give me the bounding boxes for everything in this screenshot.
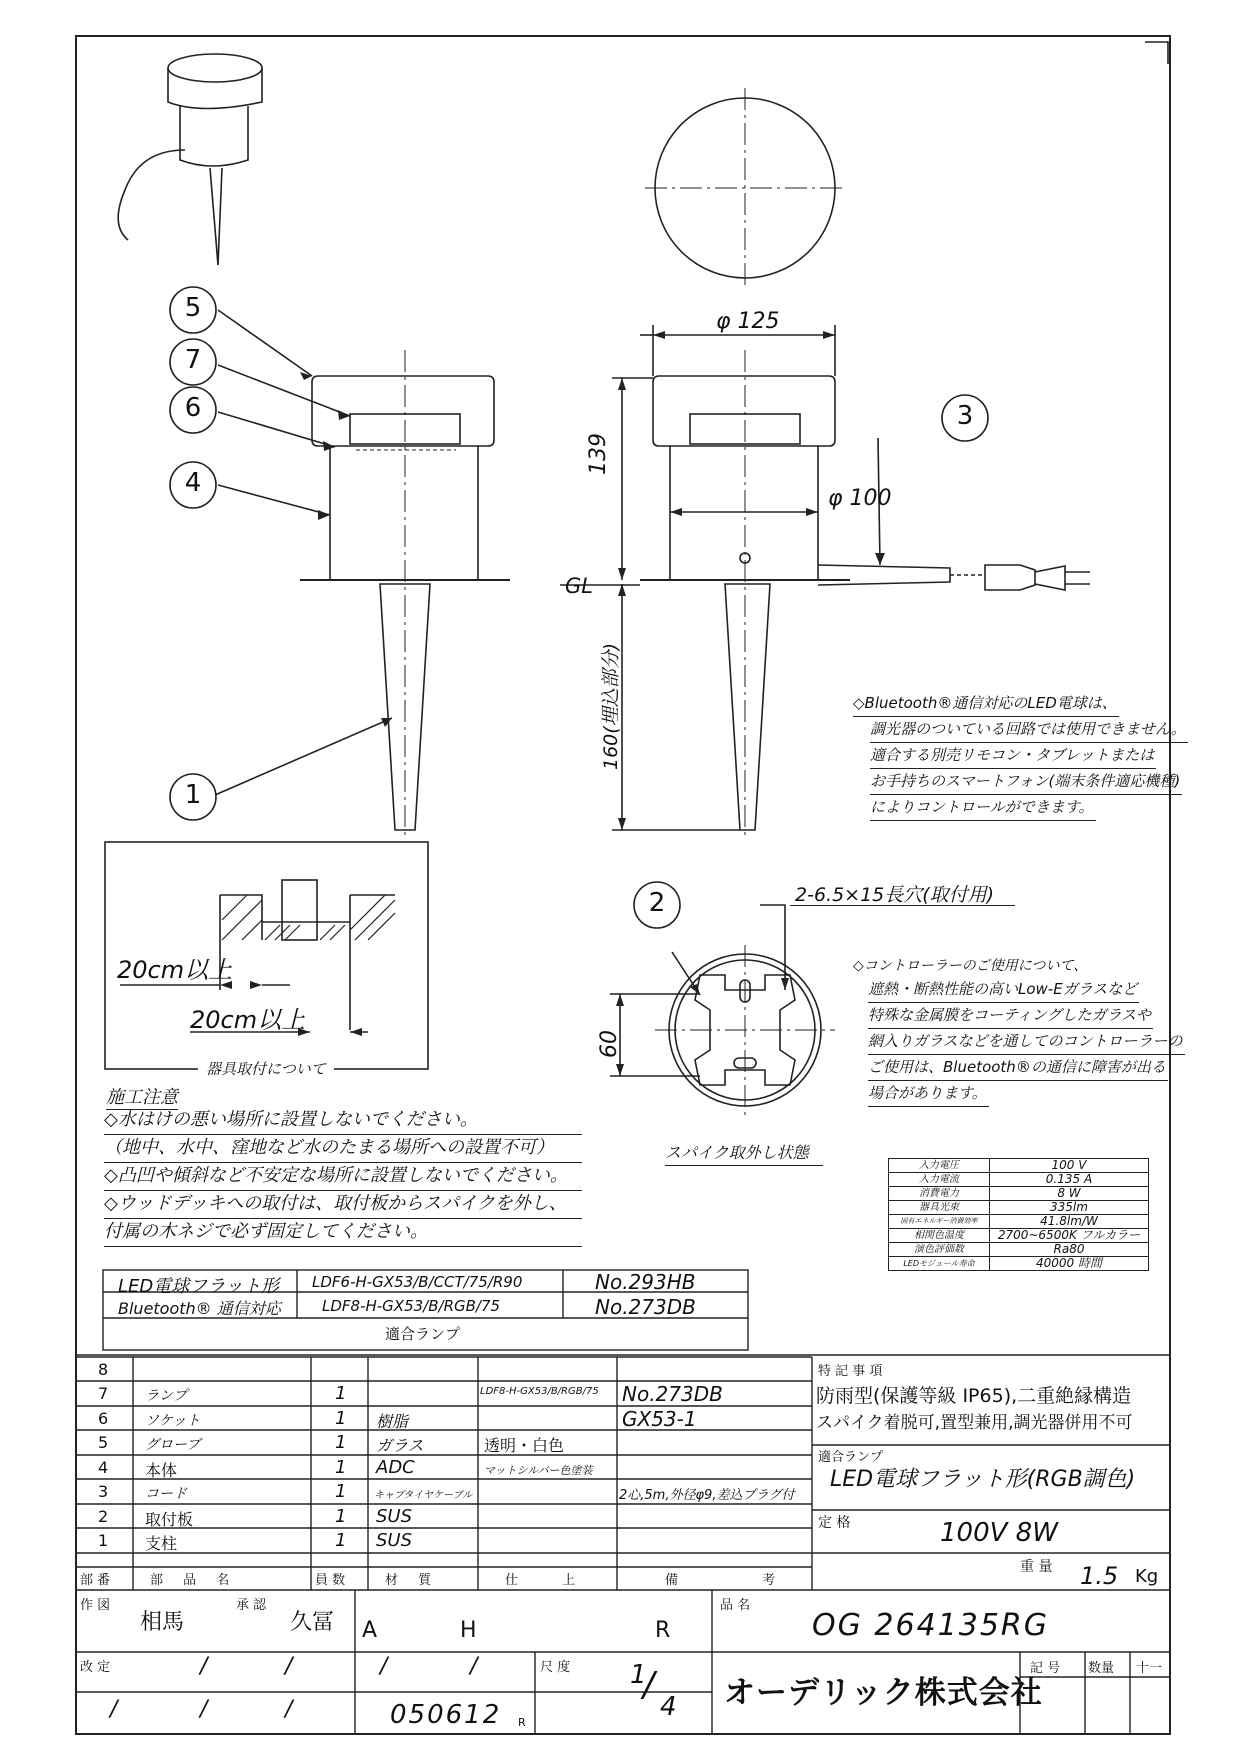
part-no: 5	[98, 1433, 109, 1452]
spec-key: 器具光束	[889, 1201, 990, 1215]
rating-title: 定 格	[818, 1515, 851, 1531]
part-qty: 1	[335, 1408, 347, 1429]
rating-value: 100V 8W	[940, 1518, 1058, 1548]
revision-slash: /	[200, 1654, 208, 1679]
spec-row	[889, 1229, 1149, 1243]
part-no: 3	[98, 1482, 109, 1501]
ctrl-note-line: ◇コントローラーのご使用について、	[853, 958, 1088, 974]
revision-slash: /	[200, 1697, 208, 1722]
parts-header-name: 部 品 名	[150, 1573, 238, 1588]
left-elevation	[215, 310, 510, 840]
part-name: 本体	[145, 1461, 178, 1480]
special-notes-line: 防雨型(保護等級 IP65),二重絶縁構造	[816, 1385, 1132, 1407]
bt-note-line: ◇Bluetooth®通信対応のLED電球は、	[853, 690, 1119, 717]
spec-row	[889, 1173, 1149, 1187]
part-qty: 1	[335, 1530, 347, 1551]
callout-2: 2	[648, 888, 666, 918]
weight-unit: Kg	[1135, 1566, 1159, 1587]
part-remarks: GX53-1	[622, 1407, 697, 1431]
part-material: SUS	[376, 1530, 413, 1551]
perspective-view	[118, 54, 262, 265]
parts-header-material: 材 質	[385, 1573, 440, 1588]
spec-row	[889, 1243, 1149, 1257]
part-no: 4	[98, 1458, 109, 1477]
scale-numerator: 1	[630, 1660, 647, 1690]
dim-diameter-125: φ 125	[716, 309, 780, 334]
part-material: 樹脂	[376, 1412, 409, 1431]
symbol-label: 記 号	[1030, 1661, 1061, 1676]
lamp-name: Bluetooth® 通信対応	[118, 1299, 281, 1318]
callout-6: 6	[184, 393, 202, 423]
spec-value: 41.8lm/W	[990, 1215, 1149, 1229]
product-name: OG 264135RG	[812, 1608, 1050, 1643]
part-qty: 1	[335, 1383, 347, 1404]
weight-title: 重 量	[1020, 1559, 1053, 1575]
revision-slash: /	[470, 1654, 478, 1679]
mounting-plate-view	[610, 905, 835, 1115]
part-finish: マットシルバー色塗装	[484, 1464, 593, 1477]
lamp-number: No.293HB	[595, 1270, 696, 1294]
part-remarks: No.273DB	[622, 1382, 723, 1406]
dim-diameter-100: φ 100	[828, 486, 892, 511]
approved-label: 承 認	[236, 1598, 267, 1613]
scale-slash: /	[643, 1665, 655, 1705]
company-name: オーデリック株式会社	[724, 1675, 1043, 1711]
ground-level-label: GL	[565, 574, 593, 598]
bt-note-line: によりコントロールができます。	[870, 794, 1096, 821]
part-qty: 1	[335, 1506, 347, 1527]
date-suffix: R	[518, 1716, 526, 1729]
construction-line: （地中、水中、窪地など水のたまる場所への設置不可）	[104, 1134, 582, 1163]
slot-underline	[790, 905, 1015, 906]
special-notes-line: スパイク着脱可,置型兼用,調光器併用不可	[816, 1413, 1133, 1433]
construction-title: 施工注意	[106, 1083, 178, 1110]
part-name: 取付板	[145, 1510, 194, 1529]
spec-value: 100 V	[990, 1159, 1149, 1173]
revision-slash: /	[285, 1697, 293, 1722]
lamp-spec-value: LED電球フラット形(RGB調色)	[830, 1467, 1136, 1492]
parts-header-finish: 仕 上	[505, 1573, 596, 1588]
bt-note-line: 適合する別売リモコン・タブレットまたは	[870, 742, 1156, 769]
part-material: SUS	[376, 1506, 413, 1527]
parts-header-no: 部 番	[80, 1573, 111, 1588]
part-no: 1	[98, 1531, 109, 1550]
part-material: ガラス	[376, 1436, 424, 1455]
install-caption: 器具取付について	[198, 1058, 334, 1079]
bt-note-line: お手持ちのスマートフォン(端末条件適応機種)	[870, 768, 1182, 795]
parts-header-qty: 員 数	[315, 1573, 346, 1588]
ctrl-note-line: ご使用は、Bluetooth®の通信に障害が出る	[868, 1054, 1168, 1081]
bt-note-line: 調光器のついている回路では使用できません。	[870, 716, 1188, 743]
callout-5: 5	[184, 293, 202, 323]
part-qty: 1	[335, 1432, 347, 1453]
part-no: 6	[98, 1409, 109, 1428]
product-label: 品 名	[720, 1598, 751, 1613]
lamp-spec-title: 適合ランプ	[818, 1450, 884, 1465]
lamp-number: No.273DB	[595, 1295, 696, 1319]
install-label-1: 20cm以上	[117, 956, 233, 984]
dim-height-139: 139	[586, 433, 611, 475]
parts-header-remarks: 備 考	[665, 1573, 816, 1588]
spec-key: LEDモジュール寿命	[889, 1257, 990, 1271]
construction-line: ◇水はけの悪い場所に設置しないでください。	[104, 1106, 582, 1135]
part-qty: 1	[335, 1481, 347, 1502]
lamp-model: LDF6-H-GX53/B/CCT/75/R90	[312, 1273, 523, 1291]
extra-label: 十一	[1136, 1661, 1163, 1676]
spec-row	[889, 1215, 1149, 1229]
spec-value: 40000 時間	[990, 1257, 1149, 1271]
part-name: ソケット	[145, 1413, 201, 1429]
part-material: ADC	[376, 1457, 415, 1478]
lamp-name: LED電球フラット形	[118, 1276, 279, 1297]
install-label-2: 20cm以上	[190, 1006, 306, 1034]
spec-key: 入力電流	[889, 1173, 990, 1187]
quantity-label: 数量	[1088, 1661, 1115, 1676]
part-no: 7	[98, 1384, 109, 1403]
dim-height-160: 160(埋込部分)	[600, 642, 622, 770]
part-no: 8	[98, 1360, 109, 1379]
part-name: 支柱	[145, 1534, 178, 1553]
spec-key: 演色評価数	[889, 1243, 990, 1257]
spec-value: 8 W	[990, 1187, 1149, 1201]
drawn-label: 作 図	[80, 1598, 111, 1613]
callout-1: 1	[184, 780, 202, 810]
spec-key: 相関色温度	[889, 1229, 990, 1243]
ctrl-note-line: 特殊な金属膜をコーティングしたガラスや	[868, 1002, 1153, 1029]
spec-value: 2700~6500K フルカラー	[990, 1229, 1149, 1243]
part-finish: 透明・白色	[484, 1436, 565, 1455]
scale-label: 尺 度	[540, 1660, 571, 1675]
spec-value: Ra80	[990, 1243, 1149, 1257]
part-remarks: 2心,5m,外径φ9,差込プラグ付	[619, 1488, 795, 1503]
part-finish: LDF8-H-GX53/B/RGB/75	[480, 1386, 599, 1397]
part-no: 2	[98, 1507, 109, 1526]
revision-slash: /	[285, 1654, 293, 1679]
part-name: グローブ	[145, 1437, 201, 1453]
lamp-model: LDF8-H-GX53/B/RGB/75	[322, 1297, 501, 1315]
weight-value: 1.5	[1080, 1562, 1119, 1590]
construction-line: ◇凸凹や傾斜など不安定な場所に設置しないでください。	[104, 1162, 582, 1191]
special-notes-title: 特 記 事 項	[818, 1364, 883, 1379]
ctrl-note-line: 遮熱・断熱性能の高いLow-Eガラスなど	[868, 976, 1139, 1003]
ctrl-note-line: 場合があります。	[868, 1080, 989, 1107]
rev-h: H	[460, 1618, 477, 1643]
spec-value: 0.135 A	[990, 1173, 1149, 1187]
approved-by: 久冨	[290, 1610, 335, 1635]
ctrl-note-line: 網入りガラスなどを通してのコントローラーの	[868, 1028, 1185, 1055]
construction-line: ◇ウッドデッキへの取付は、取付板からスパイクを外し、	[104, 1190, 582, 1219]
rev-r: R	[655, 1618, 671, 1643]
spec-table	[888, 1158, 1149, 1271]
callout-3: 3	[956, 401, 974, 431]
slot-label: 2-6.5×15長穴(取付用)	[795, 884, 995, 906]
part-name: コード	[145, 1486, 187, 1502]
revision-slash: /	[110, 1697, 118, 1722]
drawn-by: 相馬	[140, 1610, 185, 1635]
scale-denominator: 4	[660, 1692, 677, 1722]
construction-line: 付属の木ネジで必ず固定してください。	[104, 1218, 582, 1247]
spec-row	[889, 1187, 1149, 1201]
spec-key: 固有エネルギー消費効率	[889, 1215, 990, 1229]
revision-slash: /	[380, 1654, 388, 1679]
callout-4: 4	[184, 468, 202, 498]
lamp-table-footer: 適合ランプ	[385, 1325, 461, 1343]
part-qty: 1	[335, 1457, 347, 1478]
part-material: キャブタイヤケーブル	[374, 1490, 473, 1501]
spec-value: 335lm	[990, 1201, 1149, 1215]
rev-a: A	[362, 1618, 378, 1643]
spec-row	[889, 1201, 1149, 1215]
dim-width-60: 60	[597, 1030, 622, 1058]
spec-key: 入力電圧	[889, 1159, 990, 1173]
spike-caption: スパイク取外し状態	[665, 1140, 823, 1166]
part-name: ランプ	[145, 1388, 187, 1404]
spec-row	[889, 1257, 1149, 1271]
revision-label: 改 定	[80, 1660, 111, 1675]
spec-row	[889, 1159, 1149, 1173]
spec-key: 消費電力	[889, 1187, 990, 1201]
callout-7: 7	[184, 345, 202, 375]
drawing-date: 050612	[390, 1700, 502, 1730]
